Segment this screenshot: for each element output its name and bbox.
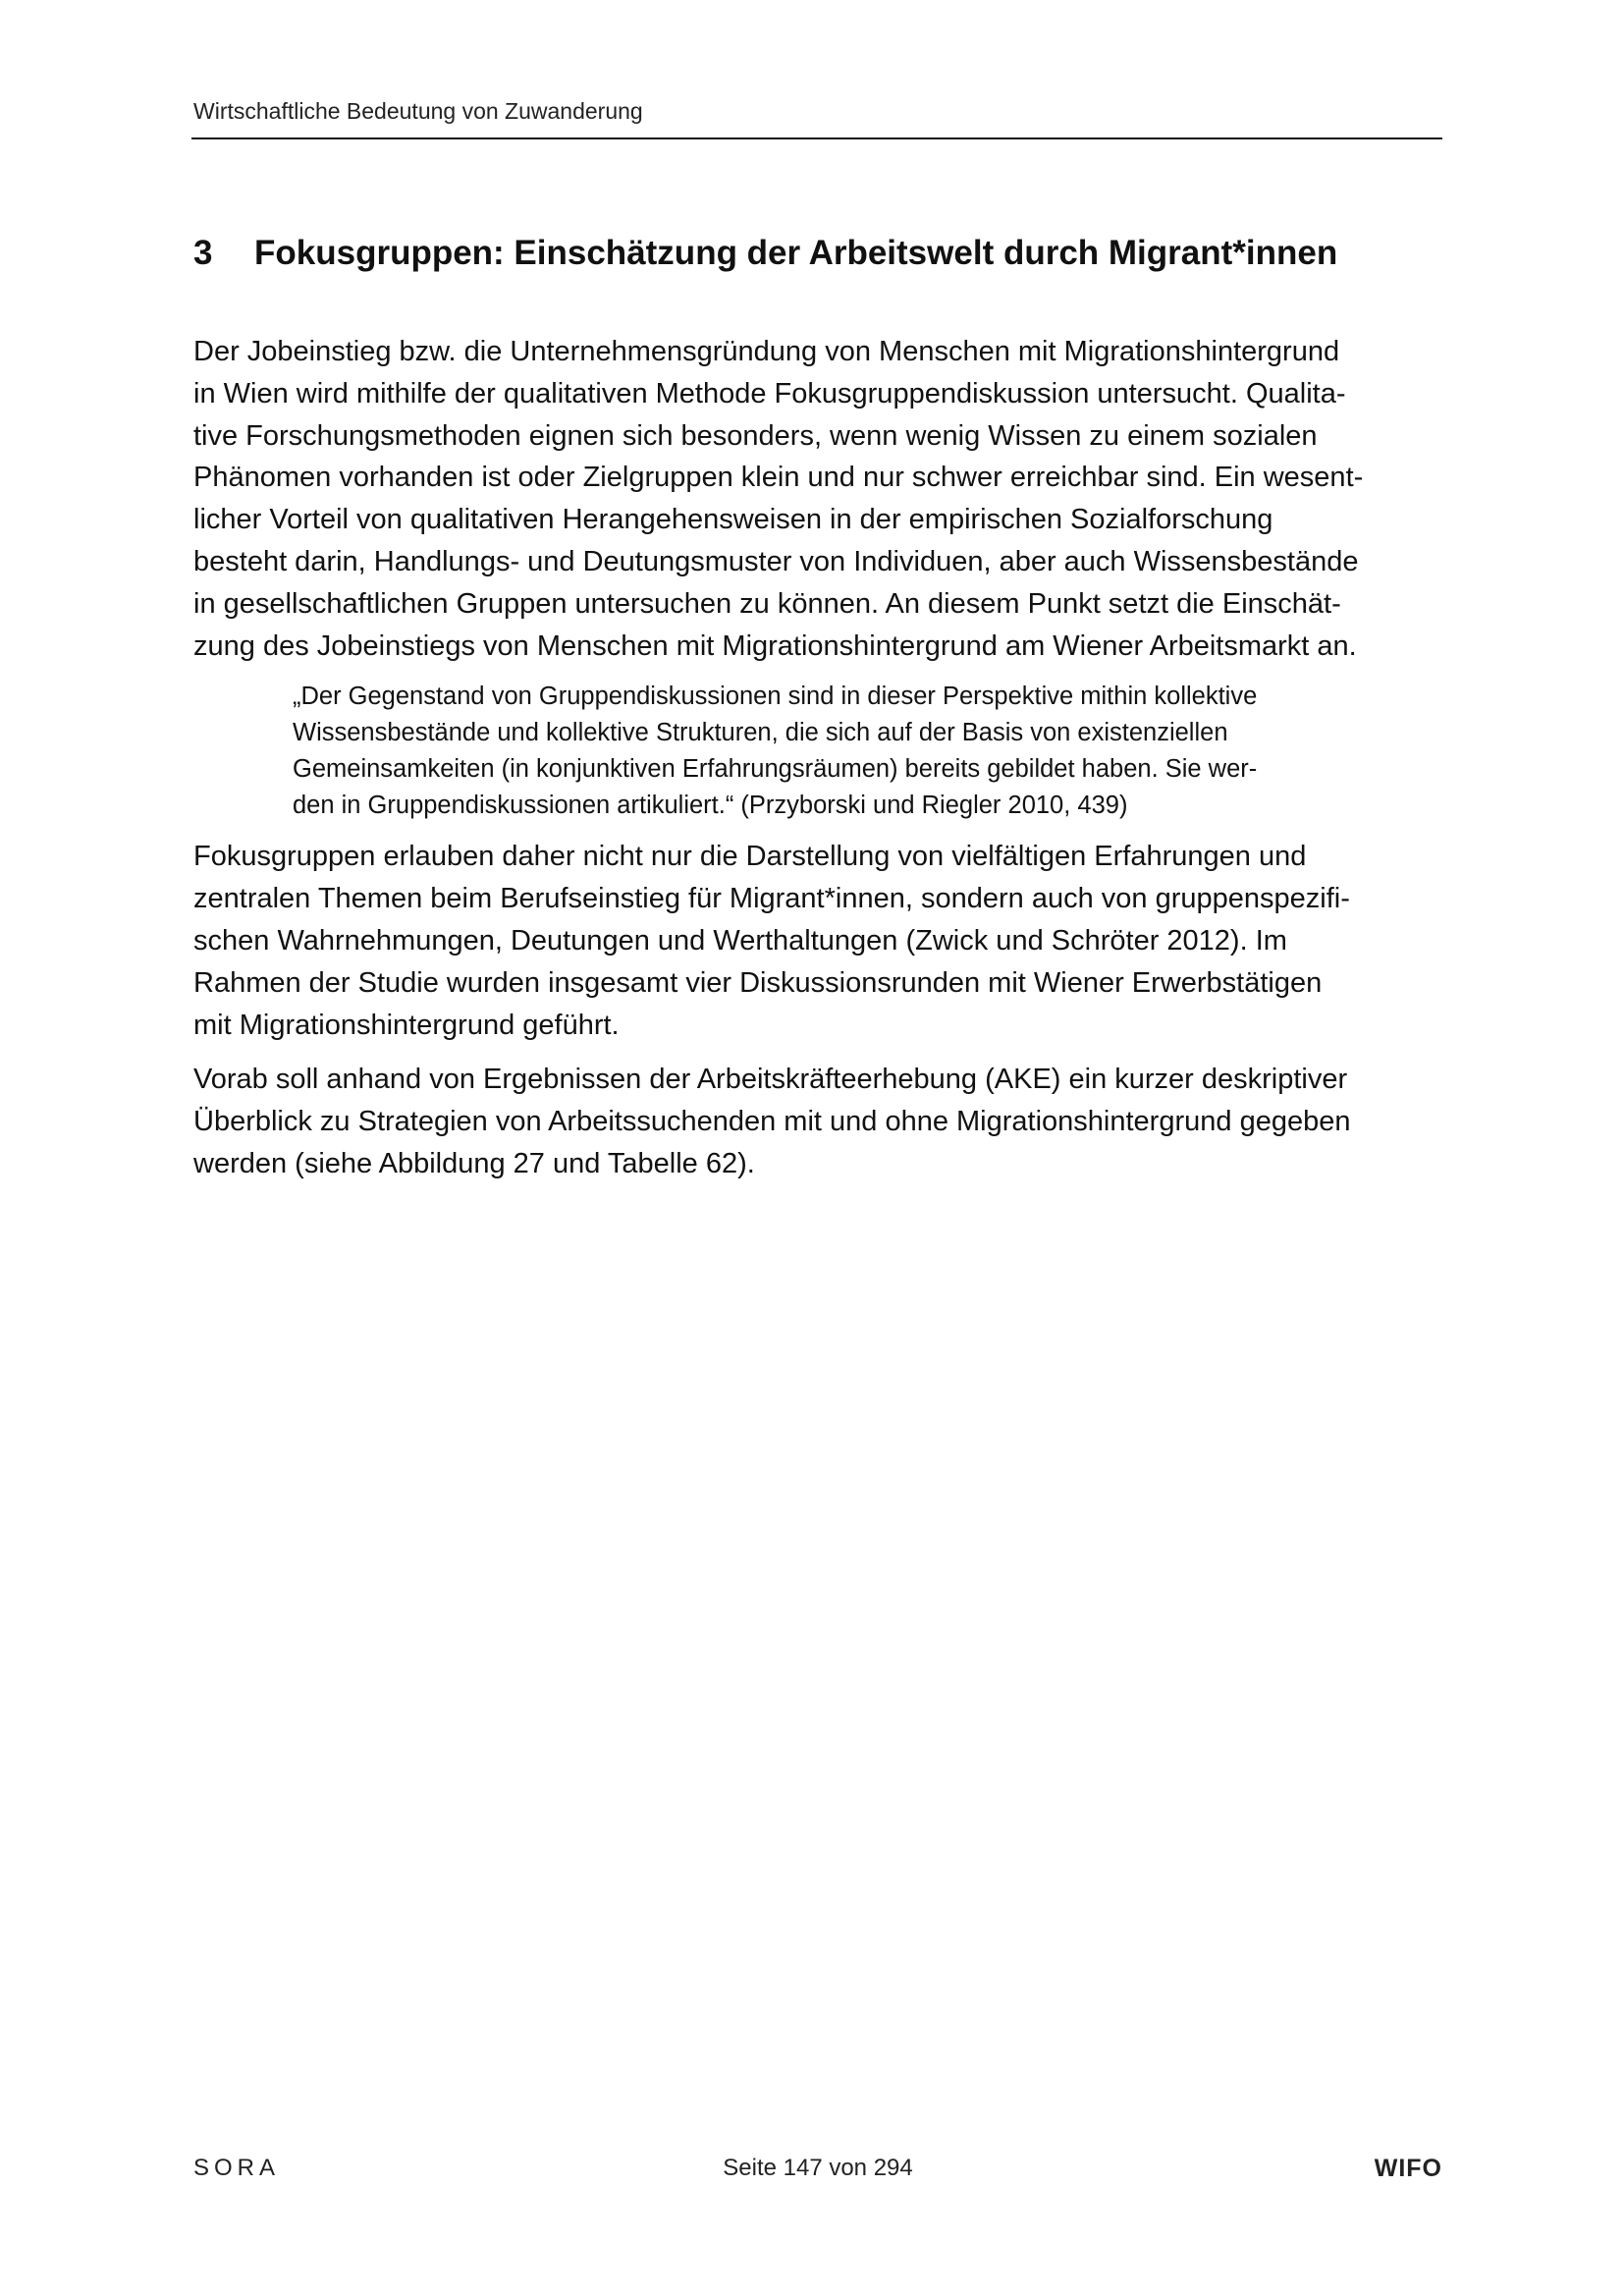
- text-line: Vorab soll anhand von Ergebnissen der Arbeitskräfteerhebung (AKE) ein kurzer deskriptiver: [193, 1064, 1348, 1096]
- text-line: zentralen Themen beim Berufseinstieg für Migrant*innen, sondern auch von gruppenspezifi-: [193, 883, 1350, 915]
- text-line: in Wien wird mithilfe der qualitativen Methode Fokusgruppendiskussion untersucht. Qualita-: [193, 377, 1346, 410]
- text-line: besteht darin, Handlungs- und Deutungsmuster von Individuen, aber auch Wissensbestände: [193, 545, 1359, 577]
- text-line: Rahmen der Studie wurden insgesamt vier Diskussionsrunden mit Wiener Erwerbstätigen: [193, 966, 1323, 999]
- chapter-heading: [193, 228, 1440, 279]
- text-line: werden (siehe Abbildung 27 und Tabelle 62).: [193, 1147, 755, 1179]
- quote-line: Wissensbestände und kollektive Strukturen, die sich auf der Basis von existenziellen: [293, 719, 1228, 747]
- text-line: Überblick zu Strategien von Arbeitssuchenden mit und ohne Migrationshintergrund gegeben: [193, 1106, 1351, 1138]
- page-number: Seite 147 von 294: [723, 2155, 913, 2181]
- block-quote: [293, 679, 1355, 824]
- sora-logo-text: SORA: [193, 2155, 281, 2181]
- text-line: licher Vorteil von qualitativen Herangehensweisen in der empirischen Sozialforschung: [193, 504, 1273, 536]
- text-line: schen Wahrnehmungen, Deutungen und Werthaltungen (Zwick und Schröter 2012). Im: [193, 924, 1287, 957]
- paragraph-3: [193, 1059, 1440, 1184]
- wifo-logo-text: WIFO: [1374, 2155, 1442, 2182]
- text-line: Fokusgruppen erlauben daher nicht nur die Darstellung von vielfältigen Erfahrungen und: [193, 841, 1307, 873]
- chapter-number: 3: [193, 234, 213, 272]
- paragraph-1: [193, 331, 1440, 667]
- running-title: Wirtschaftliche Bedeutung von Zuwanderung: [193, 98, 643, 124]
- text-line: Der Jobeinstieg bzw. die Unternehmensgründung von Menschen mit Migrationshintergrund: [193, 336, 1340, 367]
- text-line: mit Migrationshintergrund geführt.: [193, 1009, 620, 1041]
- main-content: [193, 228, 1440, 1185]
- quote-line: Gemeinsamkeiten (in konjunktiven Erfahrungsräumen) bereits gebildet haben. Sie wer-: [293, 755, 1258, 784]
- text-line: zung des Jobeinstiegs von Menschen mit Migrationshintergrund am Wiener Arbeitsmarkt an.: [193, 629, 1357, 662]
- page-header: [191, 94, 1442, 139]
- text-line: Phänomen vorhanden ist oder Zielgruppen klein und nur schwer erreichbar sind. Ein wesent-: [193, 462, 1364, 494]
- chapter-title: Fokusgruppen: Einschätzung der Arbeitswelt durch Migrant*innen: [254, 234, 1338, 272]
- paragraph-2: [193, 836, 1440, 1046]
- page-footer: [193, 2155, 1442, 2188]
- text-line: in gesellschaftlichen Gruppen untersuchen zu können. An diesem Punkt setzt die Einschät-: [193, 587, 1341, 620]
- quote-line: den in Gruppendiskussionen artikuliert.“ (Przyborski und Riegler 2010, 439): [293, 792, 1128, 820]
- text-line: tive Forschungsmethoden eignen sich besonders, wenn wenig Wissen zu einem sozialen: [193, 419, 1318, 452]
- quote-line: „Der Gegenstand von Gruppendiskussionen sind in dieser Perspektive mithin kollektive: [293, 683, 1258, 711]
